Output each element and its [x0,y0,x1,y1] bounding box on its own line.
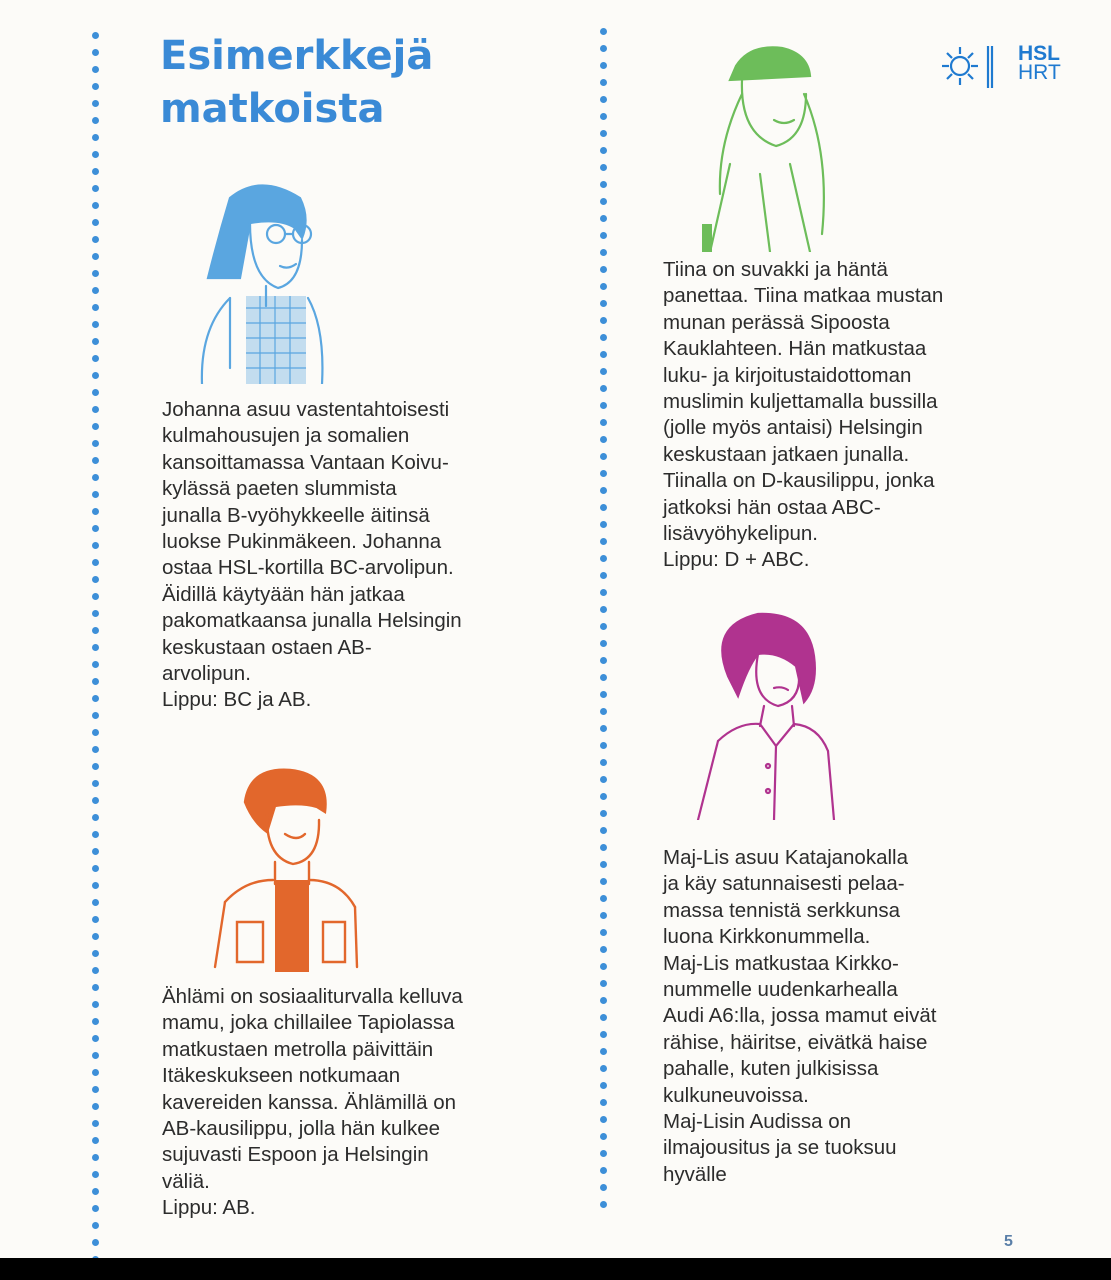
center-dotted-divider [598,28,608,1218]
hsl-logo-icon [938,44,1000,88]
man-with-jacket-illustration [205,762,365,972]
story-tiina: Tiina on suvakki ja häntä panettaa. Tiina matkaa mustan munan perässä Sipoosta Kauklahteen. Hän matkustaa luku- ja kirjoitustaidottoman muslimin kuljettamalla bussilla (jolle myös antaisi) Helsingin keskustaan jatkaen junalla. Tiinalla on D-kausilippu, jonka jatkoksi hän ostaa ABC- lisävyöhykelipun. Lippu: D + ABC. [663,258,944,572]
left-dotted-border [90,32,100,1273]
hsl-logo [938,44,1068,94]
bottom-black-bar [0,1258,1111,1280]
story-johanna: Johanna asuu vastentahtoisesti kulmahousujen ja somalien kansoittamassa Vantaan Koivu- kylässä paeten slummista junalla B-vyöhykkeelle äitinsä luokse Pukinmäkeen. Johanna ostaa HSL-kortilla BC-arvolipun. Äidillä käytyään hän jatkaa pakomatkaansa junalla Helsingin keskustaan ostaen AB- arvolipun. Lippu: BC ja AB. [162,398,462,712]
woman-with-coat-illustration [688,606,838,820]
logo-brand: HSL [1018,42,1060,65]
woman-with-cap-illustration [690,34,840,252]
woman-with-glasses-illustration [190,178,340,384]
logo-sub: HRT [1018,61,1061,84]
page-title-line1: Esimerkkejä [160,33,434,79]
story-ahlam: Ählämi on sosiaaliturvalla kelluva mamu, joka chillailee Tapiolassa matkustaen metrolla päivittäin Itäkeskukseen notkumaan kavereiden kanssa. Ählämillä on AB-kausilippu, jolla hän kulkee sujuvasti Espoon ja Helsingin väliä. Lippu: AB. [162,985,463,1220]
page-number: 5 [1004,1233,1013,1250]
page-title-line2: matkoista [160,86,385,132]
story-majlis: Maj-Lis asuu Katajanokalla ja käy satunnaisesti pelaa- massa tennistä serkkunsa luona Kirkkonummella. Maj-Lis matkustaa Kirkko- nummelle uudenkarhealla Audi A6:lla, jossa mamut eivät rähise, häiritse, eivätkä haise pahalle, kuten julkisissa kulkuneuvoissa. Maj-Lisin Audissa on ilmajousitus ja se tuoksuu hyvälle [663,846,937,1186]
page-title [160,30,433,136]
